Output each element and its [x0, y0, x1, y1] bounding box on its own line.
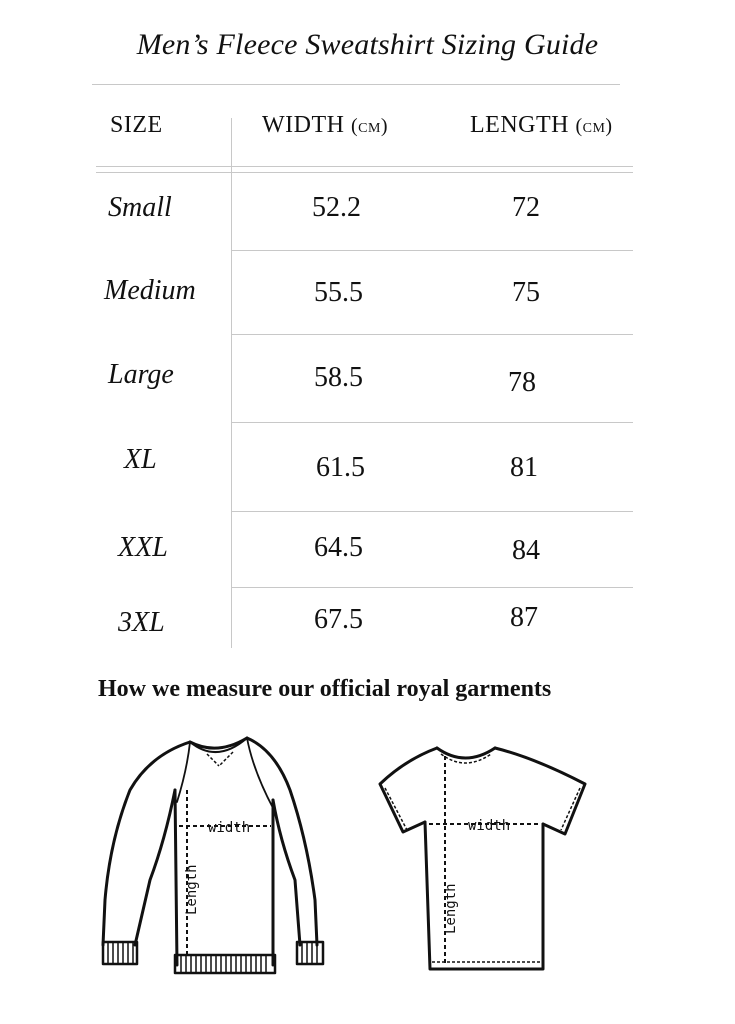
row-size-xxl: XXL	[118, 532, 168, 563]
title-divider	[92, 84, 620, 85]
row-width-xxl: 64.5	[314, 532, 363, 563]
sweatshirt-length-label: Length	[184, 864, 200, 915]
row-width-large: 58.5	[314, 362, 363, 393]
row-size-xl: XL	[124, 444, 157, 475]
header-width	[262, 112, 388, 139]
header-width-label: WIDTH	[262, 112, 345, 138]
row-divider	[231, 587, 633, 588]
row-size-large: Large	[108, 359, 174, 390]
row-size-small: Small	[108, 192, 172, 223]
row-length-small: 72	[512, 192, 540, 223]
column-divider	[231, 118, 232, 648]
ribbing-pattern	[108, 943, 317, 972]
header-length-label: LENGTH	[470, 112, 569, 138]
header-divider-top	[96, 166, 633, 167]
row-width-medium: 55.5	[314, 277, 363, 308]
row-width-3xl: 67.5	[314, 604, 363, 635]
row-width-small: 52.2	[312, 192, 361, 223]
tshirt-width-label: width	[468, 818, 511, 834]
row-divider	[231, 334, 633, 335]
header-length-unit: (cm)	[575, 115, 613, 137]
row-divider	[231, 511, 633, 512]
sweatshirt-width-label: width	[208, 820, 251, 836]
row-length-xxl: 84	[512, 535, 540, 566]
row-size-medium: Medium	[104, 275, 196, 306]
row-length-xl: 81	[510, 452, 538, 483]
row-divider	[231, 250, 633, 251]
header-size: SIZE	[110, 112, 163, 138]
row-length-3xl: 87	[510, 602, 538, 633]
header-divider-bottom	[96, 172, 633, 173]
tshirt-length-label: Length	[443, 883, 459, 934]
row-size-3xl: 3XL	[118, 607, 165, 638]
sweatshirt-diagram	[95, 730, 325, 980]
header-length	[470, 112, 613, 139]
measure-heading: How we measure our official royal garments	[98, 676, 552, 702]
row-divider	[231, 422, 633, 423]
header-width-unit: (cm)	[350, 115, 389, 137]
tshirt-diagram	[375, 744, 590, 974]
row-width-xl: 61.5	[316, 452, 365, 483]
row-length-large: 78	[508, 367, 536, 398]
page-title: Men’s Fleece Sweatshirt Sizing Guide	[136, 28, 599, 61]
row-length-medium: 75	[512, 277, 540, 308]
